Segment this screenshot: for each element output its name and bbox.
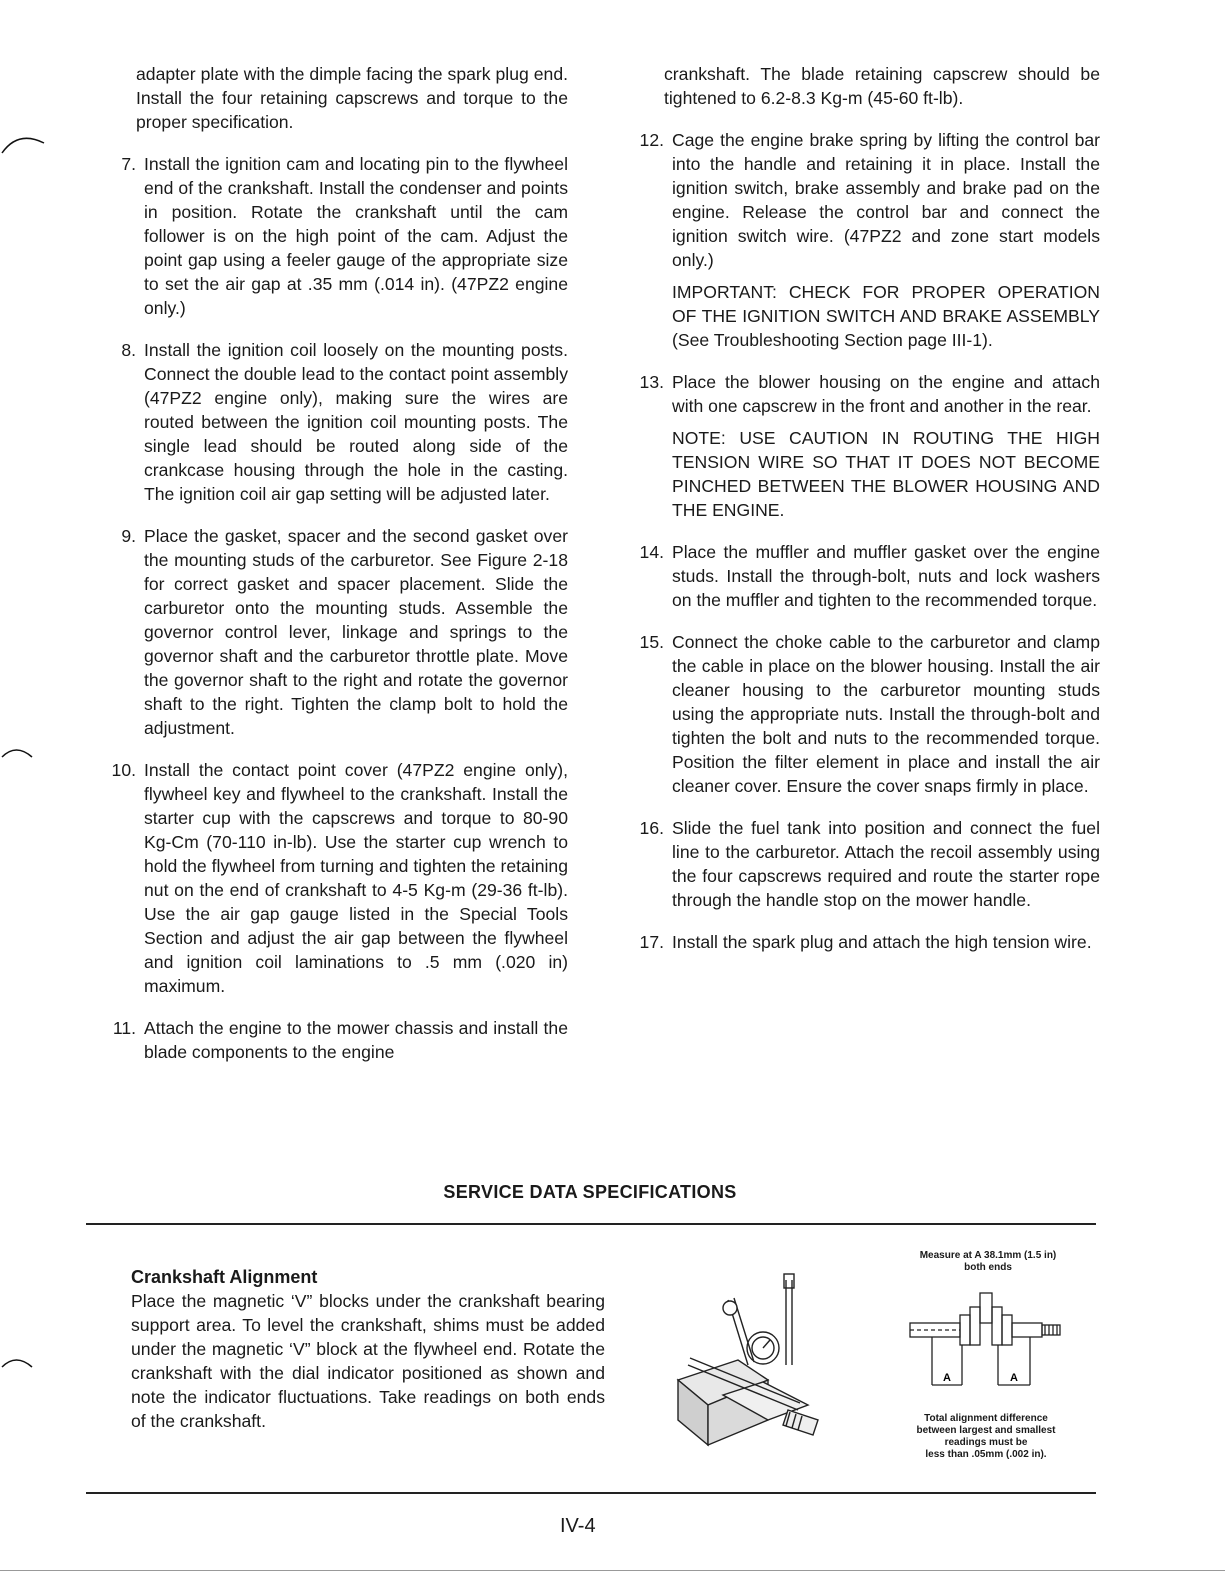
step-text: Place the blower housing on the engine and attach with one capscrew in the front and another in the rear.	[672, 372, 1100, 416]
right-column	[624, 62, 1100, 972]
scan-edge-line	[0, 1570, 1225, 1571]
step-13	[624, 370, 1100, 522]
step-number: 15.	[639, 632, 664, 652]
step-text: Slide the fuel tank into position and connect the fuel line to the carburetor. Attach the recoil assembly using the four capscrews required and route the starter rope through the handle stop on the mower handle.	[672, 818, 1100, 910]
right-intro: crankshaft. The blade retaining capscrew should be tightened to 6.2-8.3 Kg-m (45-60 ft-lb).	[664, 64, 1100, 108]
figure-top-note	[888, 1250, 1088, 1274]
step-number: 14.	[639, 542, 664, 562]
step-number: 9.	[121, 526, 136, 546]
step-10	[104, 758, 568, 998]
dial-indicator-illustration	[668, 1270, 828, 1470]
left-intro: adapter plate with the dimple facing the spark plug end. Install the four retaining capscrews and torque to the proper specification.	[136, 64, 568, 132]
binder-hole-mark	[0, 735, 60, 775]
step-7	[104, 152, 568, 320]
step-number: 16.	[639, 818, 664, 838]
step-9	[104, 524, 568, 740]
figure-top-note-line: Measure at A 38.1mm (1.5 in)	[919, 1250, 1057, 1261]
binder-hole-mark	[0, 1345, 60, 1385]
caution-note: NOTE: USE CAUTION IN ROUTING THE HIGH TENSION WIRE SO THAT IT DOES NOT BECOME PINCHED BETWEEN THE BLOWER HOUSING AND THE ENGINE.	[672, 428, 1100, 520]
step-number: 12.	[639, 130, 664, 150]
step-number: 11.	[112, 1018, 136, 1038]
figure-bottom-note	[888, 1413, 1084, 1461]
figure-bottom-note-line: between largest and smallest	[916, 1425, 1056, 1436]
step-text: Cage the engine brake spring by lifting the control bar into the handle and retaining it in place. Install the ignition switch, brake assembly and brake pad on the engine. Release the control bar and connect the ignition switch wire. (47PZ2 and zone start models only.)	[672, 130, 1100, 270]
step-number: 17.	[639, 932, 664, 952]
binder-hole-mark	[0, 125, 60, 165]
step-body	[672, 370, 1100, 522]
important-note: IMPORTANT: CHECK FOR PROPER OPERATION OF THE IGNITION SWITCH AND BRAKE ASSEMBLY (See Troubleshooting Section page III-1).	[672, 282, 1100, 350]
step-8	[104, 338, 568, 506]
step-14	[624, 540, 1100, 612]
section-divider-bottom	[86, 1492, 1096, 1494]
step-number: 13.	[639, 372, 664, 392]
crankshaft-body: Place the magnetic ‘V” blocks under the crankshaft bearing support area. To level the crankshaft, shims must be added under the magnetic ‘V” block at the flywheel end. Rotate the crankshaft with the dial indicator positioned as shown and note the indicator fluctuations. Take readings on both ends of the crankshaft.	[131, 1291, 605, 1431]
step-text: Install the ignition cam and locating pin to the flywheel end of the crankshaft. Install the condenser and points in position. Rotate the crankshaft until the cam follower is on the high point of the cam. Adjust the point gap using a feeler gauge of the appropriate size to set the air gap at .35 mm (.014 in). (47PZ2 engine only.)	[144, 154, 568, 318]
step-text: Place the muffler and muffler gasket over the engine studs. Install the through-bolt, nuts and lock washers on the muffler and tighten to the recommended torque.	[672, 542, 1100, 610]
step-text: Place the gasket, spacer and the second gasket over the mounting studs of the carburetor. See Figure 2-18 for correct gasket and spacer placement. Slide the carburetor onto the mounting studs. Assemble the governor control lever, linkage and springs to the governor shaft and the carburetor throttle plate. Move the governor shaft to the right and rotate the governor shaft to the right. Tighten the clamp bolt to hold the adjustment.	[144, 526, 568, 738]
step-12	[624, 128, 1100, 352]
step-text: Attach the engine to the mower chassis and install the blade components to the engine	[144, 1018, 568, 1062]
step-16	[624, 816, 1100, 912]
step-number: 10.	[111, 760, 136, 780]
crankshaft-diagram	[900, 1285, 1070, 1395]
step-text: Connect the choke cable to the carburetor and clamp the cable in place on the blower housing. Install the air cleaner housing to the carburetor mounting studs using the appropriate nuts. Install the through-bolt and tighten the bolt and nuts to the recommended torque. Position the filter element in place and install the air cleaner cover. Ensure the cover snaps firmly in place.	[672, 632, 1100, 796]
step-text: Install the contact point cover (47PZ2 engine only), flywheel key and flywheel to the crankshaft. Install the starter cup with the capscrews and torque to 80-90 Kg-Cm (70-110 in-lb). Use the starter cup wrench to hold the flywheel from turning and tighten the retaining nut on the end of crankshaft to 4-5 Kg-m (29-36 ft-lb). Use the air gap gauge listed in the Special Tools Section and adjust the air gap between the flywheel and ignition coil laminations to .5 mm (.020 in) maximum.	[144, 760, 568, 996]
figure-bottom-note-line: less than .05mm (.002 in).	[925, 1449, 1047, 1460]
section-divider-top	[86, 1223, 1096, 1225]
step-11	[104, 1016, 568, 1064]
figure-bottom-note-line: readings must be	[944, 1437, 1028, 1448]
step-number: 8.	[121, 340, 136, 360]
step-number: 7.	[121, 154, 136, 174]
figure-bottom-note-line: Total alignment difference	[924, 1413, 1048, 1424]
page-number: IV-4	[560, 1515, 596, 1537]
dimension-label-a: A	[943, 1372, 951, 1384]
step-15	[624, 630, 1100, 798]
service-section-title: SERVICE DATA SPECIFICATIONS	[443, 1182, 737, 1202]
step-body	[672, 128, 1100, 352]
step-17	[624, 930, 1100, 954]
left-column	[104, 62, 568, 1082]
crankshaft-alignment	[131, 1265, 605, 1433]
step-text: Install the ignition coil loosely on the mounting posts. Connect the double lead to the contact point assembly (47PZ2 engine only), making sure the wires are routed between the ignition coil mounting posts. The single lead should be routed along side of the crankcase housing through the hole in the casting. The ignition coil air gap setting will be adjusted later.	[144, 340, 568, 504]
step-text: Install the spark plug and attach the high tension wire.	[672, 932, 1092, 952]
crankshaft-heading: Crankshaft Alignment	[131, 1267, 318, 1287]
dimension-label-a: A	[1010, 1372, 1018, 1384]
figure-top-note-line: both ends	[964, 1262, 1012, 1273]
